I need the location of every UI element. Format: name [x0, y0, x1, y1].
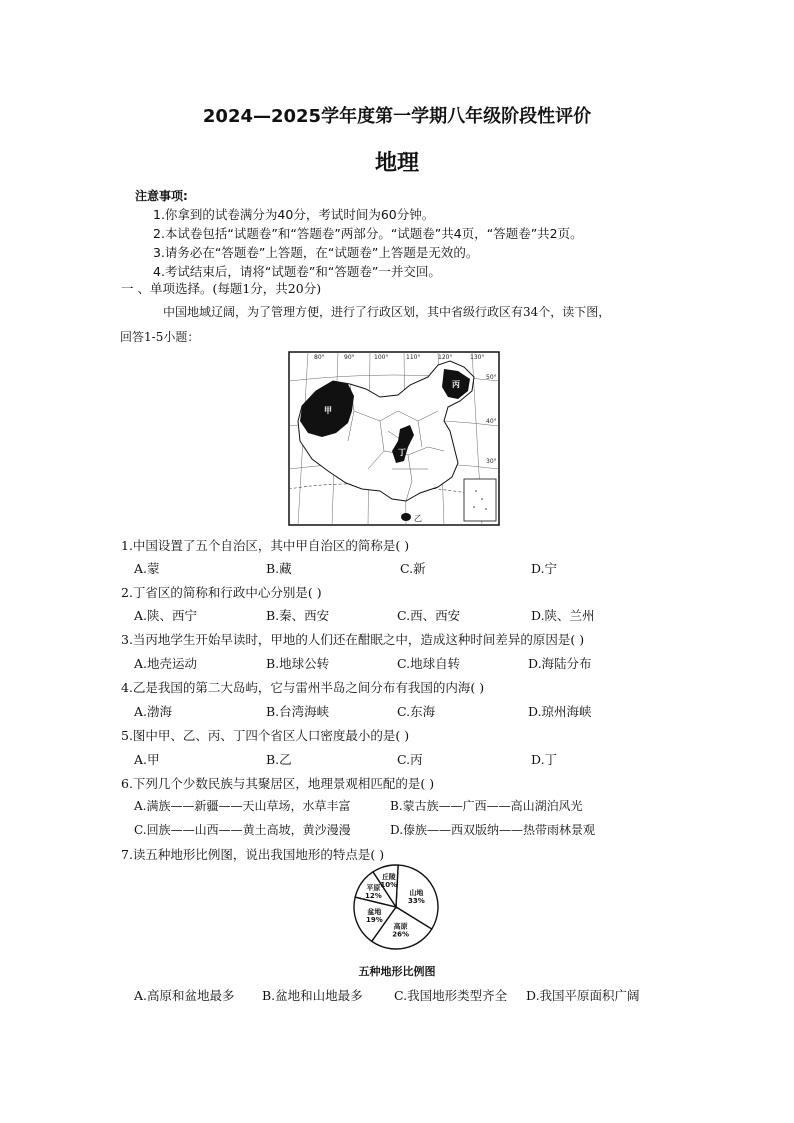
pie-slice-name: 平原 — [366, 884, 381, 892]
lat-label: 40° — [486, 418, 497, 425]
option-a[interactable]: A.满族——新疆——天山草场，水草丰富 — [134, 799, 351, 813]
lon-label: 110° — [406, 354, 421, 361]
question-stem: 1.中国设置了五个自治区，其中甲自治区的简称是( ) — [121, 538, 410, 553]
lat-label: 50° — [486, 374, 497, 381]
notice-item: 1.你拿到的试卷满分为40分，考试时间为60分钟。 — [153, 207, 435, 222]
option-a[interactable]: A.陕、西宁 — [134, 608, 198, 623]
pie-slice-value: 33% — [408, 897, 425, 906]
section-intro: 中国地域辽阔，为了管理方便，进行了行政区划，其中省级行政区有34个，读下图， — [163, 305, 611, 319]
section-heading: 一 、单项选择。(每题1分，共20分) — [121, 281, 322, 296]
terrain-pie-chart — [348, 862, 444, 952]
option-d[interactable]: D.宁 — [531, 561, 558, 576]
pie-slice-value: 26% — [392, 930, 409, 939]
lon-label: 100° — [374, 354, 389, 361]
region-yi-fill — [401, 513, 411, 521]
question-stem: 5.图中甲、乙、丙、丁四个省区人口密度最小的是( ) — [121, 728, 410, 743]
subject-title: 地理 — [374, 151, 419, 176]
lon-label: 90° — [344, 354, 355, 361]
notice-item: 3.请务必在“答题卷”上答题，在“试题卷”上答题是无效的。 — [153, 245, 479, 260]
option-c[interactable]: C.丙 — [397, 752, 423, 767]
option-d[interactable]: D.我国平原面积广阔 — [526, 988, 640, 1003]
pie-slice-name: 高原 — [393, 922, 408, 931]
option-d[interactable]: D.陕、兰州 — [531, 608, 595, 623]
option-d[interactable]: D.琼州海峡 — [528, 704, 592, 719]
option-b[interactable]: B.藏 — [266, 561, 292, 576]
region-yi-label: 乙 — [414, 514, 422, 523]
option-a[interactable]: A.渤海 — [134, 704, 173, 719]
option-b[interactable]: B.蒙古族——广西——高山湖泊风光 — [390, 799, 583, 813]
option-b[interactable]: B.秦、西安 — [266, 608, 330, 623]
region-ding-label: 丁 — [398, 448, 406, 457]
region-jia-label: 甲 — [324, 406, 332, 415]
option-d[interactable]: D.丁 — [531, 752, 558, 767]
option-a[interactable]: A.高原和盆地最多 — [134, 988, 235, 1003]
pie-slice-name: 丘陵 — [381, 873, 396, 882]
lon-label: 130° — [470, 354, 485, 361]
option-c[interactable]: C.新 — [400, 561, 426, 576]
notice-item: 4.考试结束后，请将“试题卷”和“答题卷”一并交回。 — [153, 264, 441, 279]
section-intro-cont: 回答1-5小题： — [120, 330, 200, 344]
pie-slice-value: 10% — [380, 881, 398, 890]
china-map-figure — [288, 351, 500, 526]
lon-label: 80° — [314, 354, 325, 361]
question-stem: 3.当丙地学生开始早读时，甲地的人们还在酣眠之中，造成这种时间差异的原因是( ) — [121, 632, 585, 647]
option-c[interactable]: C.回族——山西——黄土高坡，黄沙漫漫 — [134, 823, 351, 837]
pie-caption: 五种地形比例图 — [358, 965, 436, 978]
lat-label: 30° — [486, 458, 497, 465]
notice-item: 2.本试卷包括“试题卷”和“答题卷”两部分。“试题卷”共4页，“答题卷”共2页。 — [153, 226, 583, 241]
option-b[interactable]: B.台湾海峡 — [266, 704, 330, 719]
option-d[interactable]: D.傣族——西双版纳——热带雨林景观 — [390, 823, 596, 837]
notice-heading: 注意事项: — [135, 189, 188, 203]
question-stem: 4.乙是我国的第二大岛屿，它与雷州半岛之间分布有我国的内海( ) — [121, 680, 485, 695]
option-b[interactable]: B.盆地和山地最多 — [262, 988, 363, 1003]
option-b[interactable]: B.乙 — [266, 752, 292, 767]
option-d[interactable]: D.海陆分布 — [528, 656, 592, 671]
pie-slice-value: 12% — [365, 892, 382, 900]
option-b[interactable]: B.地球公转 — [266, 656, 330, 671]
question-stem: 2.丁省区的简称和行政中心分别是( ) — [121, 585, 322, 600]
exam-title: 2024—2025学年度第一学期八年级阶段性评价 — [202, 106, 592, 127]
question-stem: 7.读五种地形比例图，说出我国地形的特点是( ) — [121, 847, 385, 862]
option-c[interactable]: C.西、西安 — [397, 608, 461, 623]
south-china-sea-inset — [464, 479, 496, 521]
option-a[interactable]: A.蒙 — [134, 561, 160, 576]
pie-slice-name: 山地 — [409, 889, 424, 898]
option-c[interactable]: C.东海 — [397, 704, 436, 719]
pie-slice-value: 19% — [366, 916, 383, 925]
option-c[interactable]: C.地球自转 — [397, 656, 461, 671]
lon-label: 120° — [438, 354, 453, 361]
option-a[interactable]: A.地壳运动 — [134, 656, 198, 671]
option-c[interactable]: C.我国地形类型齐全 — [394, 988, 508, 1003]
pie-slice-name: 盆地 — [367, 908, 382, 917]
option-a[interactable]: A.甲 — [134, 752, 160, 767]
region-bing-label: 丙 — [452, 380, 460, 389]
question-stem: 6.下列几个少数民族与其聚居区，地理景观相匹配的是( ) — [121, 776, 435, 791]
